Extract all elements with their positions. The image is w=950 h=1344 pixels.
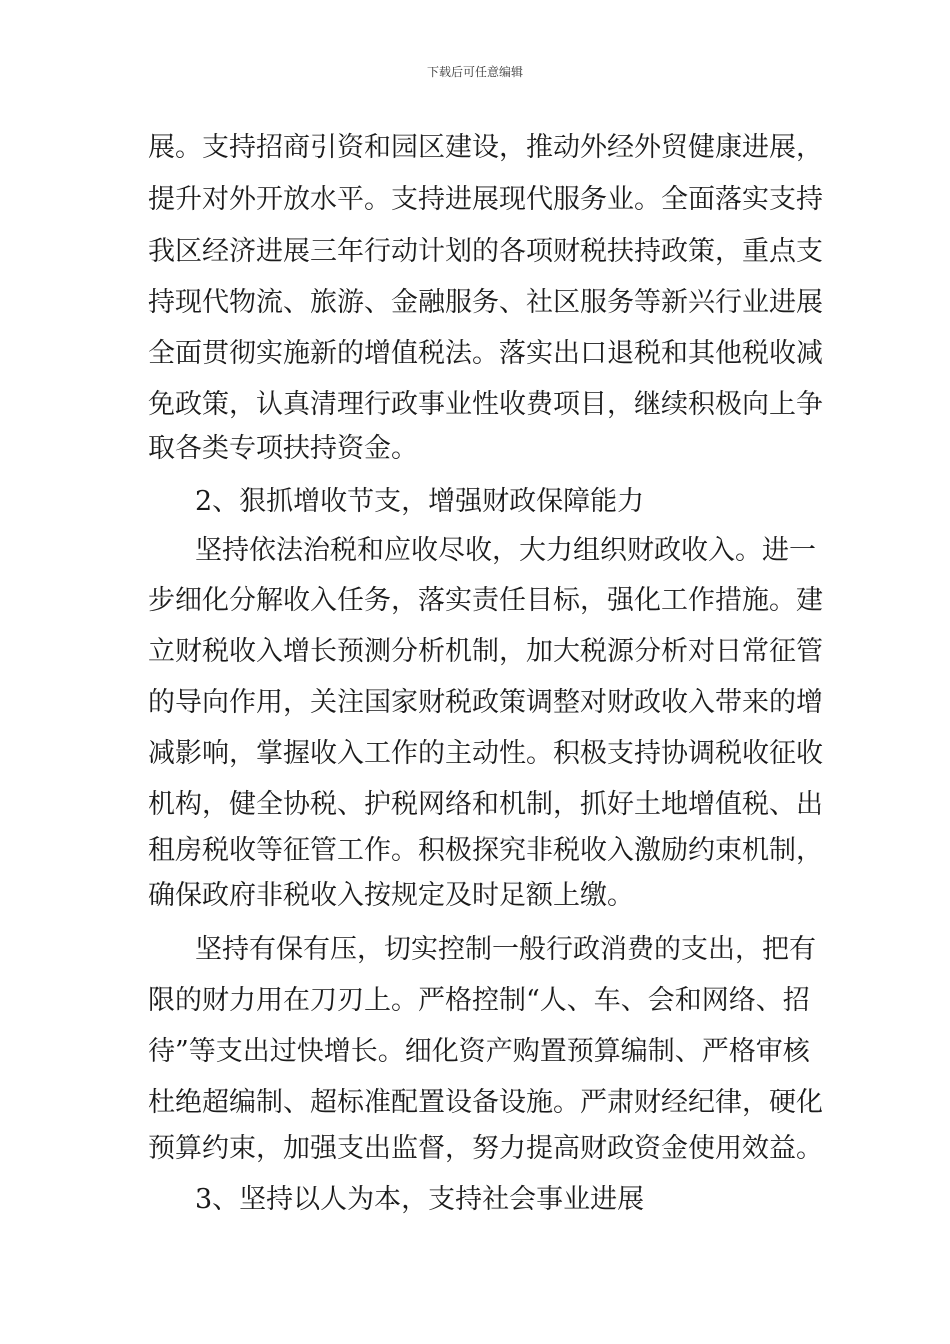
body-text-line: 杜绝超编制、超标准配置设备设施。严肃财经纪律，硬化 <box>148 1087 823 1118</box>
body-text-line: 展。支持招商引资和园区建设，推动外经外贸健康进展， <box>148 132 823 163</box>
body-text-line: 步细化分解收入任务，落实责任目标，强化工作措施。建 <box>148 585 823 616</box>
body-text-line: 待”等支出过快增长。细化资产购置预算编制、严格审核 <box>148 1036 810 1067</box>
body-text-line: 预算约束，加强支出监督，努力提高财政资金使用效益。 <box>148 1133 823 1164</box>
section-heading: 3、坚持以人为本，支持社会事业进展 <box>195 1184 645 1215</box>
body-text-line: 全面贯彻实施新的增值税法。落实出口退税和其他税收减 <box>148 338 823 369</box>
body-text-line: 确保政府非税收入按规定及时足额上缴。 <box>148 880 634 911</box>
body-text-line: 免政策，认真清理行政事业性收费项目，继续积极向上争 <box>148 389 823 420</box>
body-text-line: 坚持有保有压，切实控制一般行政消费的支出，把有 <box>195 934 816 965</box>
body-text-line: 限的财力用在刀刃上。严格控制“人、车、会和网络、招 <box>148 985 810 1016</box>
body-text-line: 持现代物流、旅游、金融服务、社区服务等新兴行业进展 <box>148 287 823 318</box>
body-text-line: 机构，健全协税、护税网络和机制，抓好土地增值税、出 <box>148 789 823 820</box>
body-text-line: 取各类专项扶持资金。 <box>148 433 418 464</box>
body-text-line: 租房税收等征管工作。积极探究非税收入激励约束机制， <box>148 835 823 866</box>
body-text-line: 坚持依法治税和应收尽收，大力组织财政收入。进一 <box>195 535 816 566</box>
section-heading: 2、狠抓增收节支，增强财政保障能力 <box>195 486 645 517</box>
body-text-line: 我区经济进展三年行动计划的各项财税扶持政策，重点支 <box>148 236 823 267</box>
body-text-line: 立财税收入增长预测分析机制，加大税源分析对日常征管 <box>148 636 823 667</box>
body-text-line: 的导向作用，关注国家财税政策调整对财政收入带来的增 <box>148 687 823 718</box>
body-text-line: 提升对外开放水平。支持进展现代服务业。全面落实支持 <box>148 184 823 215</box>
page-header: 下载后可任意编辑 <box>426 65 523 79</box>
body-text-line: 减影响，掌握收入工作的主动性。积极支持协调税收征收 <box>148 738 823 769</box>
